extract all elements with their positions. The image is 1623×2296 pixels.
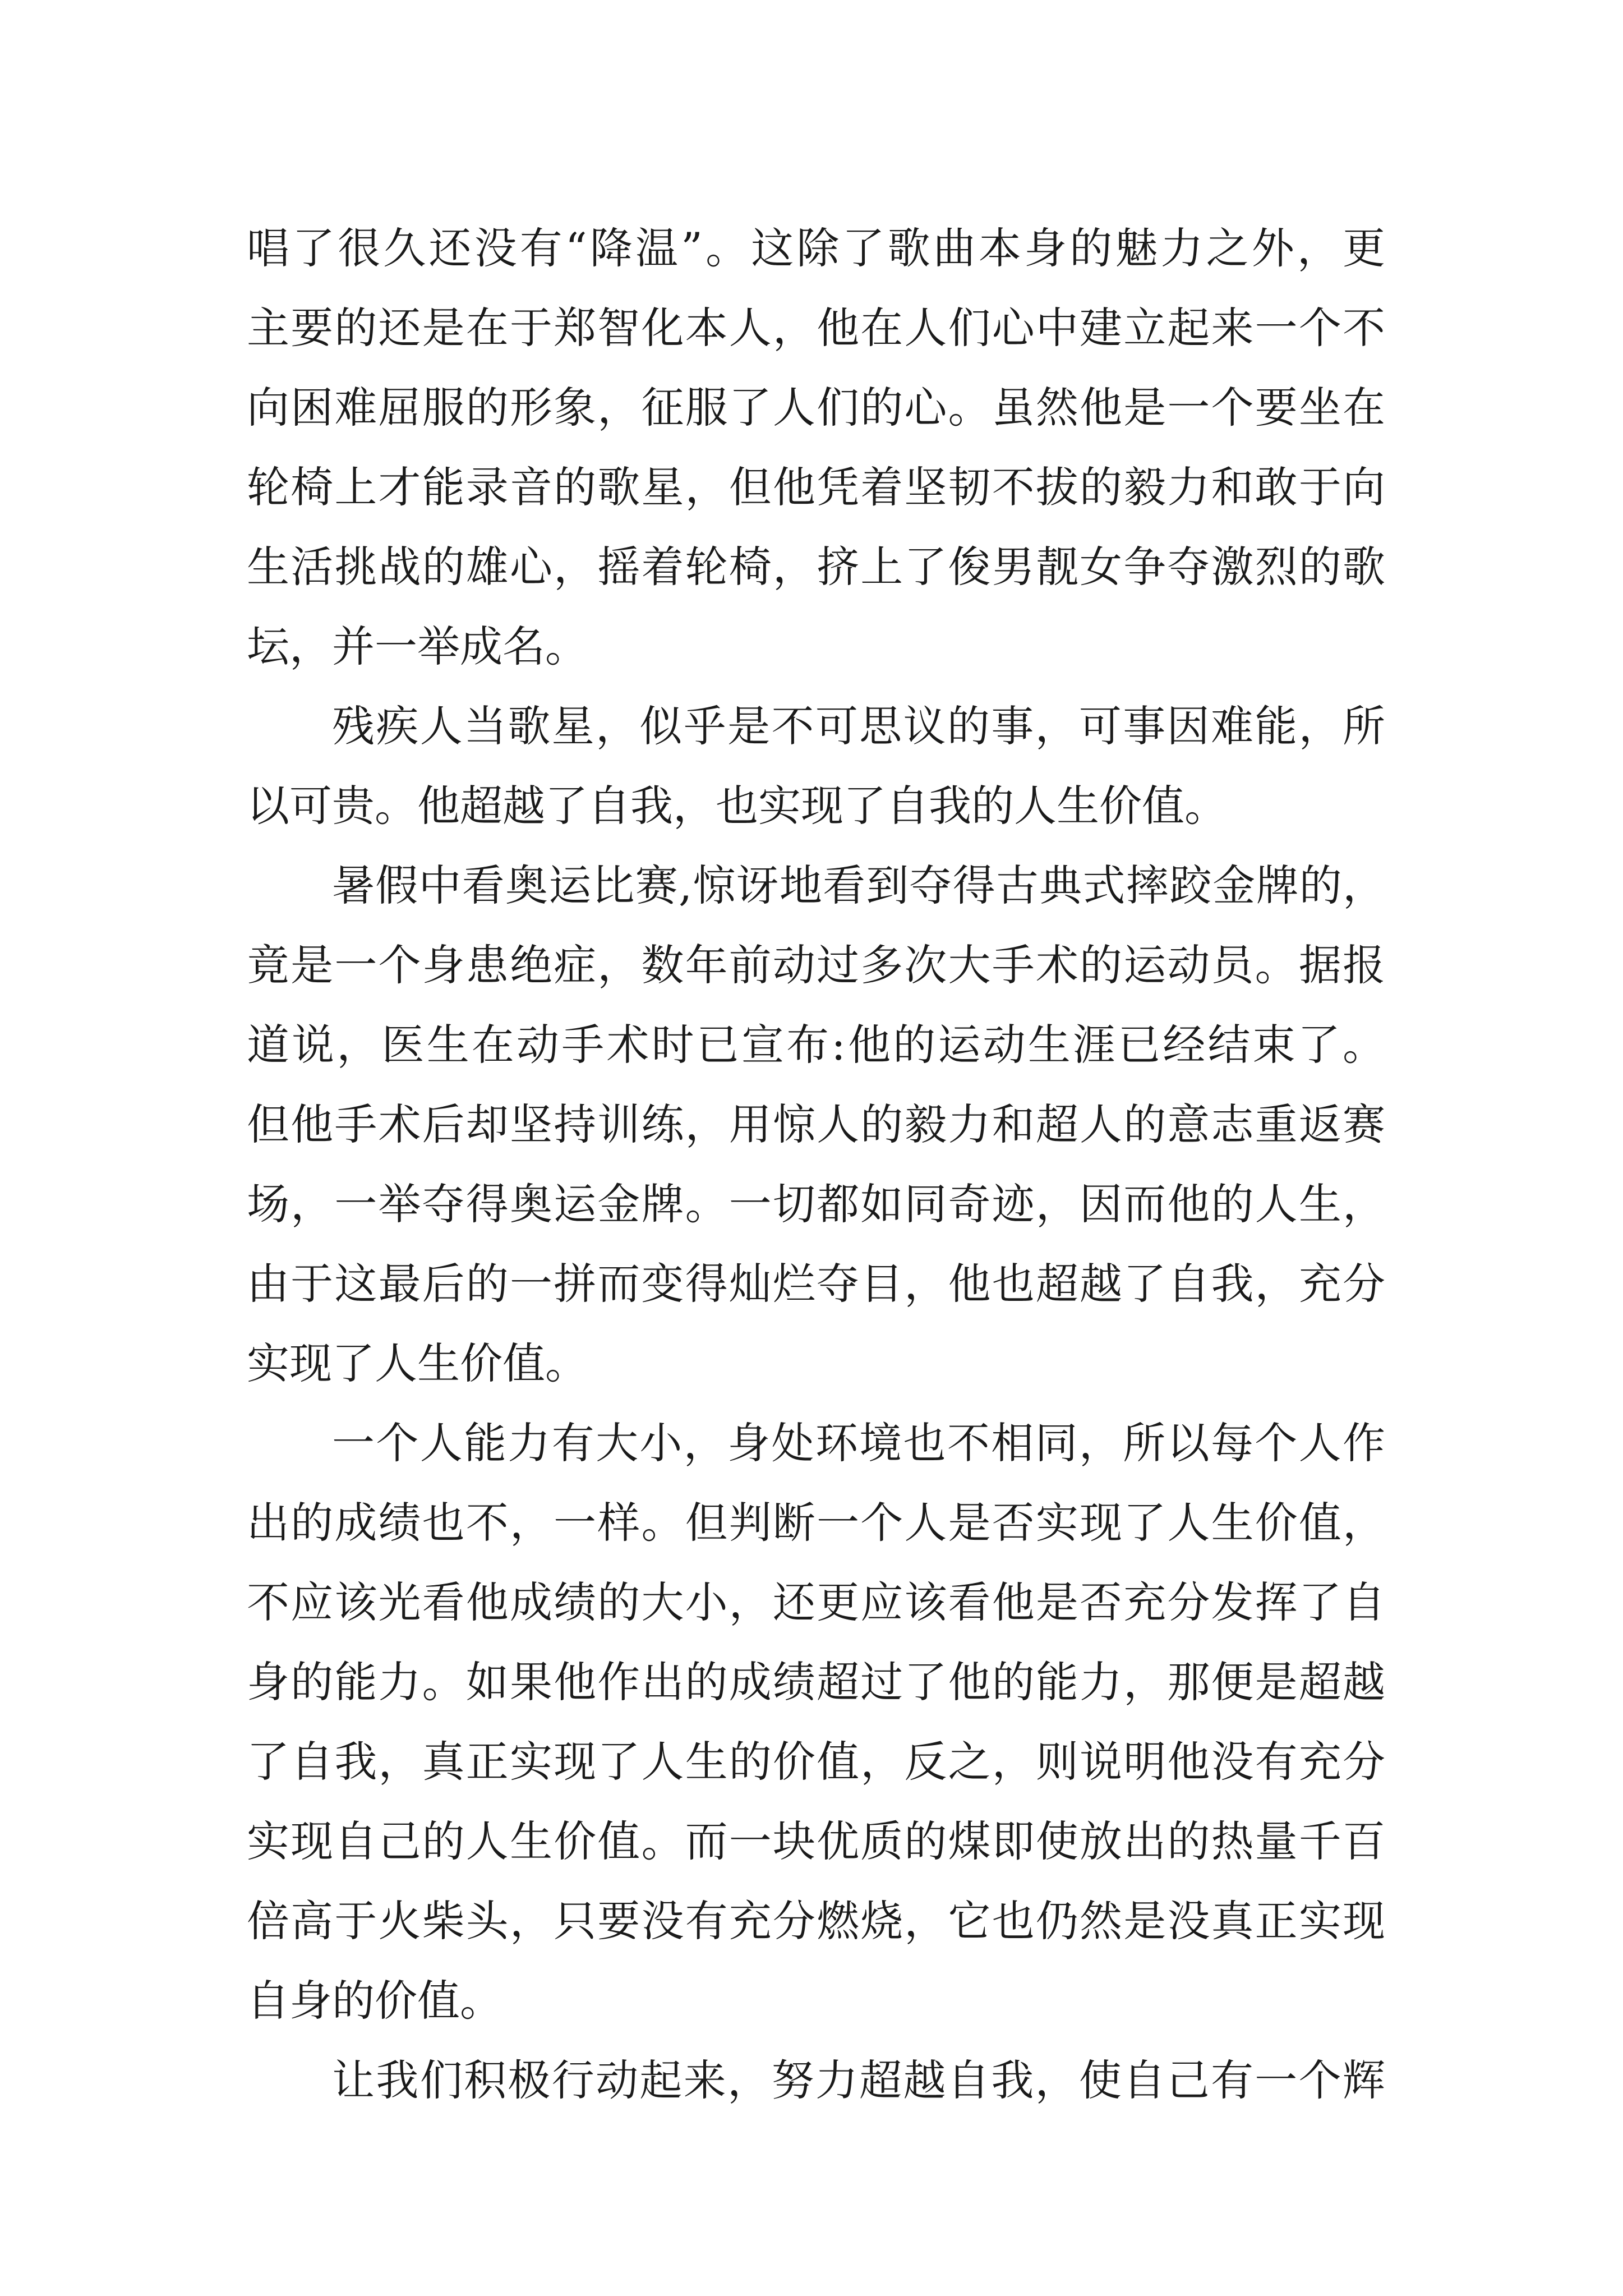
text-line: 暑假中看奥运比赛,惊讶地看到夺得古典式摔跤金牌的， xyxy=(332,861,1385,910)
text-line: 但他手术后却坚持训练，用惊人的毅力和超人的意志重返赛 xyxy=(247,1099,1385,1149)
text-line: 实现了人生价值。 xyxy=(247,1338,588,1388)
text-line: 残疾人当歌星，似乎是不可思议的事，可事因难能，所 xyxy=(332,701,1385,751)
text-line: 一个人能力有大小，身处环境也不相同，所以每个人作 xyxy=(332,1418,1385,1468)
text-line: 主要的还是在于郑智化本人，他在人们心中建立起来一个不 xyxy=(247,303,1385,353)
text-line: 不应该光看他成绩的大小，还更应该看他是否充分发挥了自 xyxy=(247,1577,1385,1627)
text-line: 出的成绩也不，一样。但判断一个人是否实现了人生价值， xyxy=(247,1498,1385,1548)
text-line: 身的能力。如果他作出的成绩超过了他的能力，那便是超越 xyxy=(247,1657,1385,1707)
text-line: 向困难屈服的形象，征服了人们的心。虽然他是一个要坐在 xyxy=(247,383,1385,432)
text-line: 竟是一个身患绝症，数年前动过多次大手术的运动员。据报 xyxy=(247,940,1385,990)
text-line: 坛，并一举成名。 xyxy=(247,622,588,671)
text-line: 自身的价值。 xyxy=(247,1976,502,2026)
text-line: 实现自己的人生价值。而一块优质的煤即使放出的热量千百 xyxy=(247,1816,1385,1866)
text-line: 以可贵。他超越了自我，也实现了自我的人生价值。 xyxy=(247,781,1227,831)
text-line: 唱了很久还没有“降温”。这除了歌曲本身的魅力之外，更 xyxy=(247,223,1385,273)
text-line: 道说，医生在动手术时已宣布:他的运动生涯已经结束了。 xyxy=(247,1020,1385,1070)
text-line: 倍高于火柴头，只要没有充分燃烧，它也仍然是没真正实现 xyxy=(247,1896,1385,1946)
text-line: 由于这最后的一拼而变得灿烂夺目，他也超越了自我，充分 xyxy=(247,1259,1385,1309)
body-text xyxy=(247,209,1385,2120)
text-line: 轮椅上才能录音的歌星，但他凭着坚韧不拔的毅力和敢于向 xyxy=(247,462,1385,512)
text-line: 场，一举夺得奥运金牌。一切都如同奇迹，因而他的人生， xyxy=(247,1179,1385,1229)
text-line: 生活挑战的雄心，摇着轮椅，挤上了俊男靓女争夺激烈的歌 xyxy=(247,542,1385,592)
text-line: 了自我，真正实现了人生的价值，反之，则说明他没有充分 xyxy=(247,1737,1385,1787)
text-line: 让我们积极行动起来，努力超越自我，使自己有一个辉 xyxy=(332,2055,1385,2105)
